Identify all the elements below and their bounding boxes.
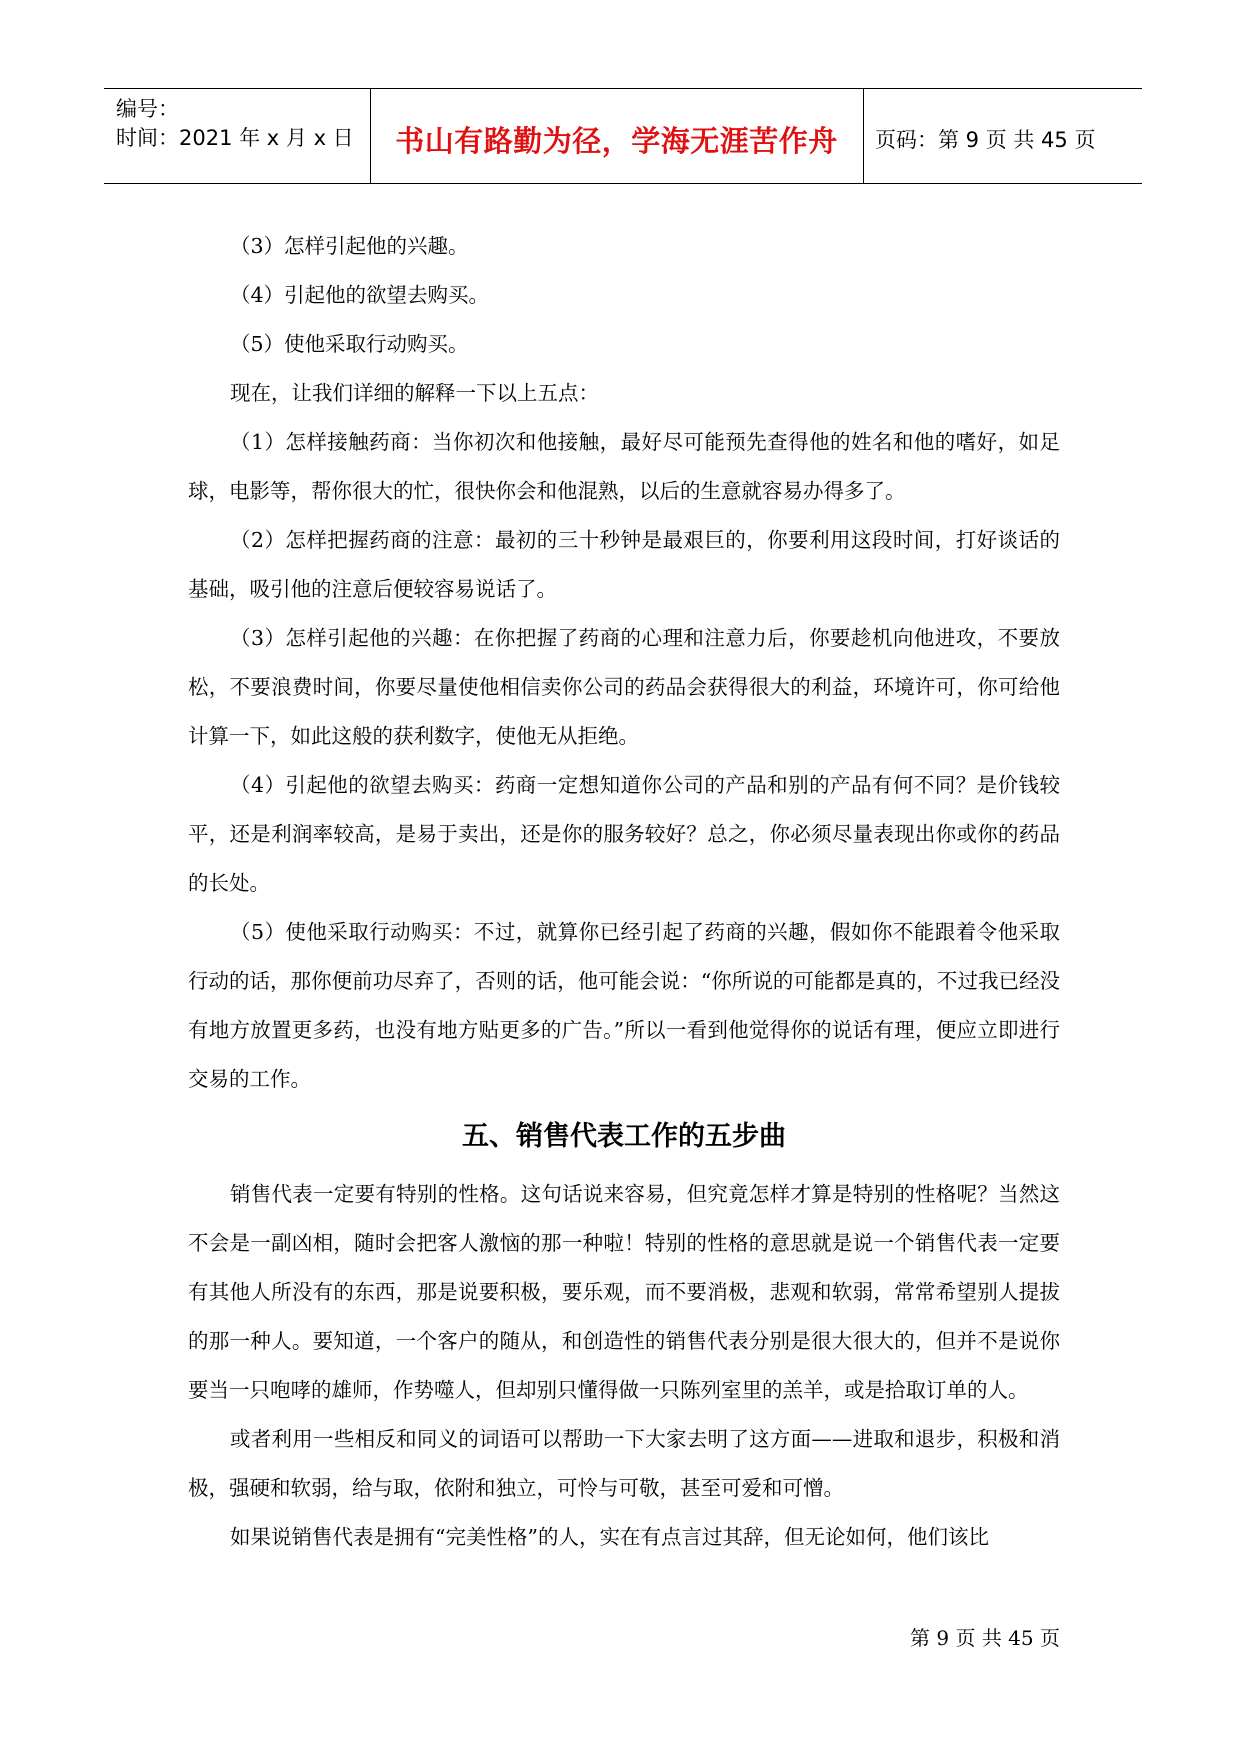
paragraph: 销售代表一定要有特别的性格。这句话说来容易，但究竟怎样才算是特别的性格呢？当然这不会是一副凶相，随时会把客人激恼的那一种啦！特别的性格的意思就是说一个销售代表一定要有其他人所没有的东西，那是说要积极，要乐观，而不要消极，悲观和软弱，常常希望别人提拔的那一种人。要知道，一个客户的随从，和创造性的销售代表分别是很大很大的，但并不是说你要当一只咆哮的雄师，作势噬人，但却别只懂得做一只陈列室里的羔羊，或是拾取订单的人。 (188, 1182, 1060, 1402)
paragraph: （3）怎样引起他的兴趣：在你把握了药商的心理和注意力后，你要趁机向他进攻，不要放松，不要浪费时间，你要尽量使他相信卖你公司的药品会获得很大的利益，环境许可，你可给他计算一下，如此这般的获利数字，使他无从拒绝。 (188, 626, 1060, 748)
page-footer: 第 9 页 共 45 页 (910, 1626, 1060, 1650)
paragraph: 现在，让我们详细的解释一下以上五点： (230, 381, 599, 405)
page-code: 页码：第 9 页 共 45 页 (875, 128, 1096, 152)
paragraph: （5）使他采取行动购买：不过，就算你已经引起了药商的兴趣，假如你不能跟着令他采取行动的话，那你便前功尽弃了，否则的话，他可能会说：“你所说的可能都是真的，不过我已经没有地方放置更多药，也没有地方贴更多的广告。”所以一看到他觉得你的说话有理，便应立即进行交易的工作。 (188, 920, 1060, 1091)
paragraph: （1）怎样接触药商：当你初次和他接触，最好尽可能预先查得他的姓名和他的嗜好，如足球，电影等，帮你很大的忙，很快你会和他混熟，以后的生意就容易办得多了。 (188, 430, 1060, 503)
paragraph: （3）怎样引起他的兴趣。 (230, 234, 469, 258)
page-header (104, 88, 1142, 184)
time-label: 时间：2021 年 x 月 x 日 (116, 126, 354, 150)
paragraph: （2）怎样把握药商的注意：最初的三十秒钟是最艰巨的，你要利用这段时间，打好谈话的基础，吸引他的注意后便较容易说话了。 (188, 528, 1060, 601)
paragraph: （5）使他采取行动购买。 (230, 332, 469, 356)
motto: 书山有路勤为径，学海无涯苦作舟 (395, 124, 838, 158)
number-label: 编号： (116, 97, 179, 121)
header-motto-cell (370, 89, 864, 183)
paragraph: （4）引起他的欲望去购买。 (230, 283, 490, 307)
paragraph: （4）引起他的欲望去购买：药商一定想知道你公司的产品和别的产品有何不同？是价钱较平，还是利润率较高，是易于卖出，还是你的服务较好？总之，你必须尽量表现出你或你的药品的长处。 (188, 773, 1060, 895)
header-info-cell (104, 89, 371, 183)
section-heading: 五、销售代表工作的五步曲 (462, 1121, 786, 1152)
document-body (188, 222, 1060, 1562)
paragraph: 或者利用一些相反和同义的词语可以帮助一下大家去明了这方面——进取和退步，积极和消极，强硬和软弱，给与取，依附和独立，可怜与可敬，甚至可爱和可憎。 (188, 1427, 1060, 1500)
header-page-cell (863, 89, 1142, 183)
paragraph: 如果说销售代表是拥有“完美性格”的人，实在有点言过其辞，但无论如何，他们该比 (230, 1525, 989, 1549)
